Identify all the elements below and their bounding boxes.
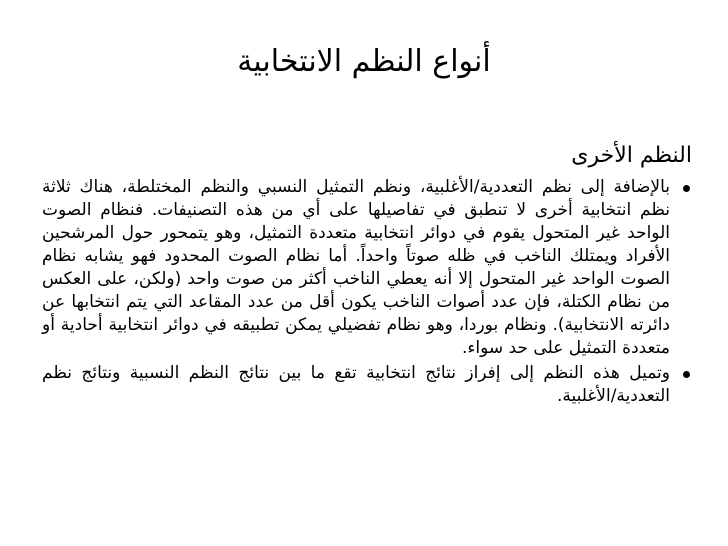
- bullet-dot-icon: [683, 185, 690, 192]
- bullet-item: [42, 362, 692, 408]
- bullet-dot-icon: [683, 371, 690, 378]
- section-heading: النظم الأخرى: [571, 143, 692, 168]
- slide-content: [42, 140, 692, 410]
- slide-title: أنواع النظم الانتخابية: [237, 44, 491, 79]
- bullet-item: [42, 176, 692, 360]
- bullet-list: [42, 176, 692, 408]
- bullet-text: وتميل هذه النظم إلى إفراز نتائج انتخابية تقع ما بين نتائج النظم النسبية ونتائج نظم التعددية/الأغلبية.: [42, 363, 670, 406]
- bullet-text: بالإضافة إلى نظم التعددية/الأغلبية، ونظم التمثيل النسبي والنظم المختلطة، هناك ثلاثة نظم انتخابية أخرى لا تنطبق في تفاصيلها على أي من هذه التصنيفات. فنظام الصوت الواحد غير المتحول يقوم في دوائر انتخابية متعددة التمثيل، وهو يتمحور حول المرشحين الأفراد ويمتلك الناخب في ظله صوتاً واحداً. أما نظام الصوت المحدود فهو يشابه نظام الصوت الواحد غير المتحول إلا أنه يعطي الناخب أكثر من صوت واحد (ولكن، على العكس من نظام الكتلة، فإن عدد أصوات الناخب يكون أقل من عدد المقاعد التي يتم انتخابها عن دائرته الانتخابية). ونظام بوردا، وهو نظام تفضيلي يمكن تطبيقه في دوائر انتخابية أحادية أو متعددة التمثيل على حد سواء.: [42, 177, 670, 358]
